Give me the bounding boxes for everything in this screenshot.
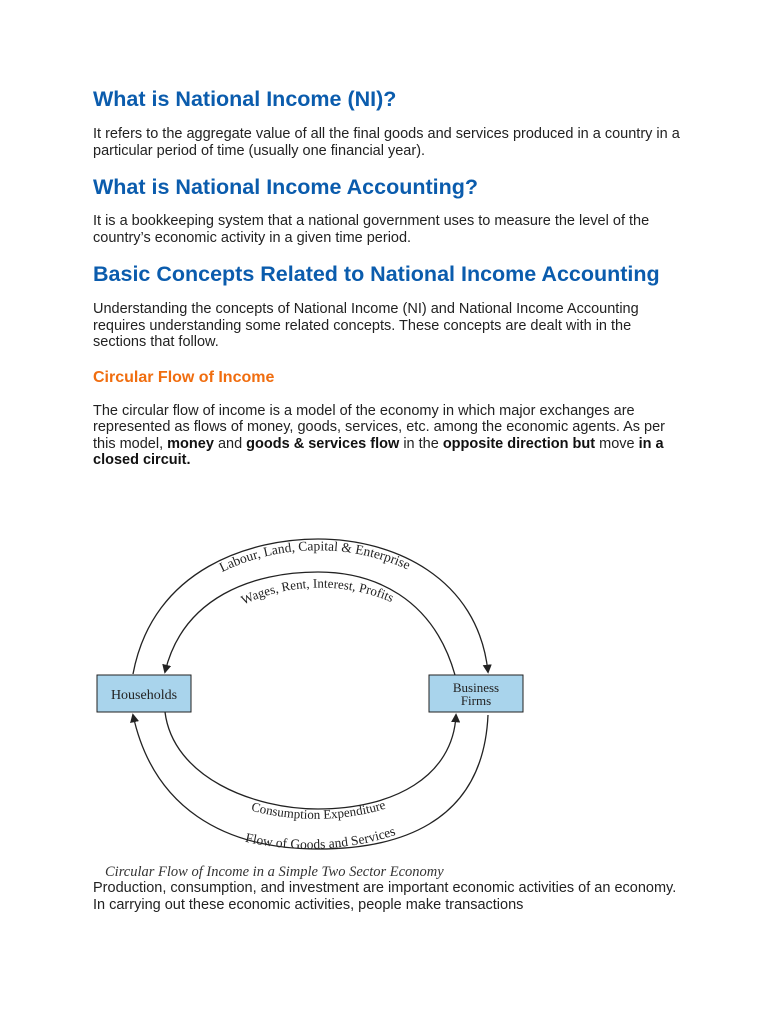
label-goods-services xyxy=(244,823,397,851)
arrow-inner-bottom xyxy=(165,712,456,809)
label-consumption-expenditure-path: Consumption Expenditure xyxy=(250,796,388,822)
cf-move: move xyxy=(599,435,635,452)
diagram-caption: Circular Flow of Income in a Simple Two Sector Economy xyxy=(105,864,444,880)
cf-intro-text: The circular flow of income is a model of the economy in which major exchanges are represented as flows of money, goods, services, etc. among the economic agents. As per this model, xyxy=(93,402,665,452)
paragraph-ni-definition: It refers to the aggregate value of all the final goods and services produced in a country in a particular period of time (usually one financial year). xyxy=(93,126,680,159)
heading-basic-concepts: Basic Concepts Related to National Income Accounting xyxy=(93,262,660,286)
arrow-outer-bottom xyxy=(133,715,488,852)
label-factor-services xyxy=(217,538,413,574)
label-goods-services-path: Flow of Goods and Services xyxy=(244,823,398,852)
heading-ni-accounting: What is National Income Accounting? xyxy=(93,175,479,199)
business-firms-label-line1: Business xyxy=(452,680,500,695)
paragraph-economic-activities: Production, consumption, and investment are important economic activities of an economy. In carrying out these economic activities, people make transactions xyxy=(93,880,677,913)
paragraph-concepts-intro: Understanding the concepts of National Income (NI) and National Income Accounting requires understanding some related concepts. These concepts are dealt with in the sections that follow. xyxy=(93,301,639,350)
label-factor-services-path: Labour, Land, Capital & Enterprise xyxy=(216,538,413,575)
label-consumption-expenditure xyxy=(250,797,387,822)
cf-opposite: opposite direction but xyxy=(442,435,596,452)
cf-in-the: in the xyxy=(403,435,439,452)
paragraph-nia-definition: It is a bookkeeping system that a national government uses to measure the level of the country’s economic activity in a given time period. xyxy=(93,213,650,246)
cf-closed: in a closed circuit. xyxy=(93,435,664,468)
circular-flow-diagram xyxy=(93,527,533,882)
label-factor-payments-path: Wages, Rent, Interest, Profits xyxy=(238,575,397,608)
arrow-outer-top xyxy=(133,539,488,674)
cf-and: and xyxy=(217,435,243,452)
circular-flow-svg xyxy=(93,527,533,882)
subheading-circular-flow: Circular Flow of Income xyxy=(93,368,275,386)
cf-goods: goods & services flow xyxy=(246,435,400,452)
households-label: Households xyxy=(110,688,178,703)
heading-national-income: What is National Income (NI)? xyxy=(93,87,397,111)
paragraph-circular-flow-intro xyxy=(93,403,683,469)
cf-money: money xyxy=(167,435,214,452)
article xyxy=(93,86,683,469)
business-firms-label-line2: Firms xyxy=(460,693,492,708)
